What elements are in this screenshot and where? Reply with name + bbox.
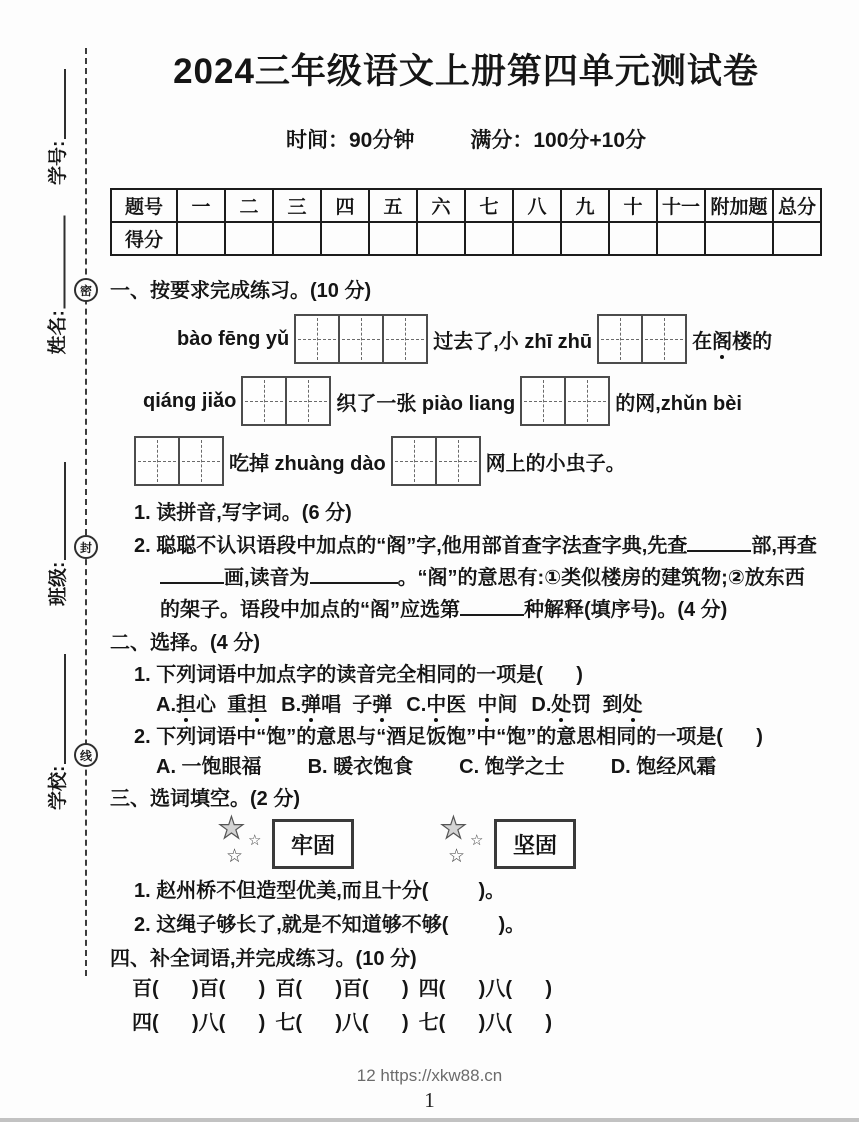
option-d — [531, 690, 642, 720]
writing-box — [338, 314, 384, 364]
option-a: A. 一饱眼福 — [156, 756, 262, 778]
section4-heading: 四、补全词语,并完成练习。(10 分) — [110, 948, 417, 970]
pinyin-line-1 — [172, 312, 822, 366]
section2-q1: 1. 下列词语中加点字的读音完全相同的一项是( ) — [134, 664, 583, 686]
writing-box — [134, 436, 180, 486]
score-row-label: 得分 — [111, 222, 177, 255]
score-header-cell: 二 — [225, 189, 273, 222]
writing-box — [564, 376, 610, 426]
text-segment: 心 — [196, 694, 216, 716]
answer-blank — [310, 567, 398, 584]
text-segment: 种解释(填序号)。(4 分) — [524, 599, 728, 621]
writing-box — [294, 314, 340, 364]
section3-item1: 1. 赵州桥不但造型优美,而且十分( )。 — [134, 880, 506, 902]
score-cell — [513, 222, 561, 255]
section2-q2-options — [156, 752, 822, 782]
seal-field-class — [43, 458, 69, 606]
score-header-cell: 九 — [561, 189, 609, 222]
score-cell — [417, 222, 465, 255]
writing-box-group — [391, 436, 481, 486]
seal-field-blank — [46, 462, 66, 560]
mixed-text — [687, 325, 777, 354]
option-c: C. 饱学之士 — [459, 756, 565, 778]
score-header-cell: 十一 — [657, 189, 705, 222]
footer-url: 12 https://xkw88.cn — [356, 1066, 503, 1085]
scan-edge — [0, 1118, 859, 1122]
seal-char-feng — [74, 535, 98, 559]
text-segment: 重 — [227, 694, 248, 716]
score-cell — [225, 222, 273, 255]
seal-char-label: 密 — [79, 283, 92, 298]
text-segment: 罚 — [571, 694, 592, 716]
writing-box — [520, 376, 566, 426]
score-cell — [773, 222, 821, 255]
seal-char-label: 线 — [79, 748, 92, 763]
pinyin-line-3 — [134, 434, 822, 488]
mixed-text: 织了一张 piào liang — [336, 392, 516, 415]
score-cell — [657, 222, 705, 255]
seal-field-blank — [46, 215, 66, 308]
text-segment: 在 — [692, 330, 713, 353]
text-segment: 担 — [176, 694, 196, 716]
seal-field-name — [43, 212, 69, 355]
answer-blank — [687, 535, 751, 552]
writing-box — [597, 314, 643, 364]
writing-box — [178, 436, 224, 486]
star-icon: ☆ — [248, 832, 262, 849]
writing-box-group — [520, 376, 610, 426]
seal-field-school — [43, 650, 69, 810]
text-segment: 弹 — [301, 694, 322, 716]
mixed-text: 吃掉 zhuàng dào — [229, 452, 386, 475]
text-segment: 间 — [497, 694, 518, 716]
text-segment: 处 — [622, 694, 643, 716]
pinyin-text: qiáng jiǎo — [143, 389, 237, 412]
score-cell — [177, 222, 225, 255]
mixed-text: 的网,zhǔn bèi — [615, 392, 742, 415]
score-table-header-row — [111, 189, 821, 222]
writing-box-group — [241, 376, 331, 426]
seal-field-label: 姓名: — [47, 310, 68, 355]
text-segment: 到 — [602, 694, 623, 716]
text-segment: 画,读音为 — [224, 567, 310, 589]
text-segment: 楼的 — [732, 330, 773, 353]
text-segment: 担 — [247, 694, 268, 716]
star-icon: ☆ — [226, 846, 244, 867]
idiom-fill: 七( )八( ) — [418, 1012, 552, 1034]
pinyin-line-2 — [138, 374, 822, 428]
idiom-fill: 四( )八( ) — [132, 1012, 266, 1034]
word-box: 牢固 — [272, 819, 354, 869]
section1-heading: 一、按要求完成练习。(10 分) — [110, 280, 372, 302]
section4-row2 — [132, 1008, 822, 1038]
star-icon: ★ — [440, 812, 467, 845]
score-cell — [561, 222, 609, 255]
score-header-cell: 五 — [369, 189, 417, 222]
section4-row1 — [132, 974, 822, 1004]
option-a — [156, 690, 267, 720]
writing-box — [285, 376, 331, 426]
score-table-score-row — [111, 222, 821, 255]
writing-box — [241, 376, 287, 426]
score-cell — [273, 222, 321, 255]
score-cell — [609, 222, 657, 255]
option-c — [406, 690, 517, 720]
score-header-cell: 题号 — [111, 189, 177, 222]
text-segment: 中 — [477, 694, 498, 716]
answer-blank — [160, 567, 224, 584]
section2-heading: 二、选择。(4 分) — [110, 632, 260, 654]
section3-heading: 三、选词填空。(2 分) — [110, 788, 300, 810]
score-header-cell: 十 — [609, 189, 657, 222]
idiom-fill: 百( )百( ) — [275, 978, 409, 1000]
writing-box — [391, 436, 437, 486]
writing-box — [641, 314, 687, 364]
score-header-cell: 七 — [465, 189, 513, 222]
stars-decoration — [440, 812, 494, 873]
seal-field-label: 班级: — [47, 561, 69, 606]
idiom-fill: 七( )八( ) — [275, 1012, 409, 1034]
section1-item2 — [134, 530, 820, 626]
meta-time: 时间：90分钟 — [285, 129, 415, 152]
text-segment — [216, 694, 227, 716]
seal-field-blank — [46, 69, 66, 139]
star-icon: ☆ — [448, 846, 466, 867]
section3-item2: 2. 这绳子够长了,就是不知道够不够( )。 — [134, 914, 526, 936]
word-choice-row — [220, 814, 822, 874]
text-segment: 处 — [551, 694, 572, 716]
option-d: D. 饱经风霜 — [610, 756, 717, 778]
text-segment: D. — [531, 694, 552, 716]
text-segment: 中 — [426, 694, 447, 716]
text-segment: 2. 聪聪不认识语段中加点的“阁”字,他用部首查字法查字典,先查 — [134, 535, 688, 557]
writing-box — [435, 436, 481, 486]
option-b — [281, 690, 392, 720]
writing-box-group — [597, 314, 687, 364]
section2-q2: 2. 下列词语中“饱”的意思与“酒足饭饱”中“饱”的意思相同的一项是( ) — [134, 726, 763, 748]
seal-char-label: 封 — [79, 540, 92, 555]
exam-body — [110, 0, 822, 1038]
section2-q1-options — [156, 690, 822, 720]
text-segment: 子 — [352, 694, 373, 716]
word-choice-2 — [440, 812, 576, 873]
text-segment: 阁 — [712, 330, 733, 353]
exam-meta — [110, 128, 822, 154]
seal-char-mi — [74, 278, 98, 302]
text-segment — [341, 694, 352, 716]
text-segment: 。“阁”的意思有:①类似楼房的建筑物;②放东西的架子。语段中加点的“阁”应选第 — [160, 567, 805, 621]
idiom-fill: 百( )百( ) — [132, 978, 266, 1000]
idiom-fill: 四( )八( ) — [418, 978, 552, 1000]
option-b: B. 暖衣饱食 — [307, 756, 414, 778]
writing-box — [382, 314, 428, 364]
text-segment: 唱 — [321, 694, 342, 716]
exam-title: 2024三年级语文上册第四单元测试卷 — [173, 52, 759, 91]
seal-char-xian — [74, 743, 98, 767]
score-header-cell: 一 — [177, 189, 225, 222]
score-table — [110, 188, 822, 256]
answer-blank — [460, 599, 524, 616]
text-segment: B. — [281, 694, 302, 716]
score-header-cell: 三 — [273, 189, 321, 222]
text-segment: C. — [406, 694, 427, 716]
score-cell — [465, 222, 513, 255]
score-cell — [369, 222, 417, 255]
score-header-cell: 四 — [321, 189, 369, 222]
text-segment — [466, 694, 477, 716]
mixed-text: 网上的小虫子。 — [485, 452, 626, 475]
stars-decoration — [218, 812, 272, 873]
text-segment — [591, 694, 602, 716]
page-number: 1 — [424, 1088, 435, 1112]
star-icon: ★ — [218, 812, 245, 845]
writing-box-group — [134, 436, 224, 486]
seal-field-label: 学校: — [47, 765, 69, 810]
text-segment: 部,再查 — [751, 535, 817, 557]
score-header-cell: 附加题 — [705, 189, 773, 222]
seal-field-label: 学号: — [47, 140, 69, 185]
word-box: 坚固 — [494, 819, 576, 869]
text-segment: 医 — [446, 694, 467, 716]
seal-field-student-id — [43, 65, 69, 185]
score-header-cell: 总分 — [773, 189, 821, 222]
score-header-cell: 八 — [513, 189, 561, 222]
pinyin-text: bào fēng yǔ — [177, 327, 290, 350]
mixed-text: 过去了,小 zhī zhū — [433, 330, 593, 353]
star-icon: ☆ — [470, 832, 484, 849]
word-choice-1 — [218, 812, 354, 873]
text-segment: A. — [156, 694, 176, 716]
seal-dashed-line — [85, 48, 87, 976]
score-cell — [321, 222, 369, 255]
score-header-cell: 六 — [417, 189, 465, 222]
section1-item1: 1. 读拼音,写字词。(6 分) — [134, 502, 352, 524]
score-cell — [705, 222, 773, 255]
meta-score: 满分：100分+10分 — [470, 129, 647, 152]
writing-box-group — [294, 314, 428, 364]
seal-field-blank — [46, 654, 66, 764]
text-segment: 弹 — [372, 694, 393, 716]
